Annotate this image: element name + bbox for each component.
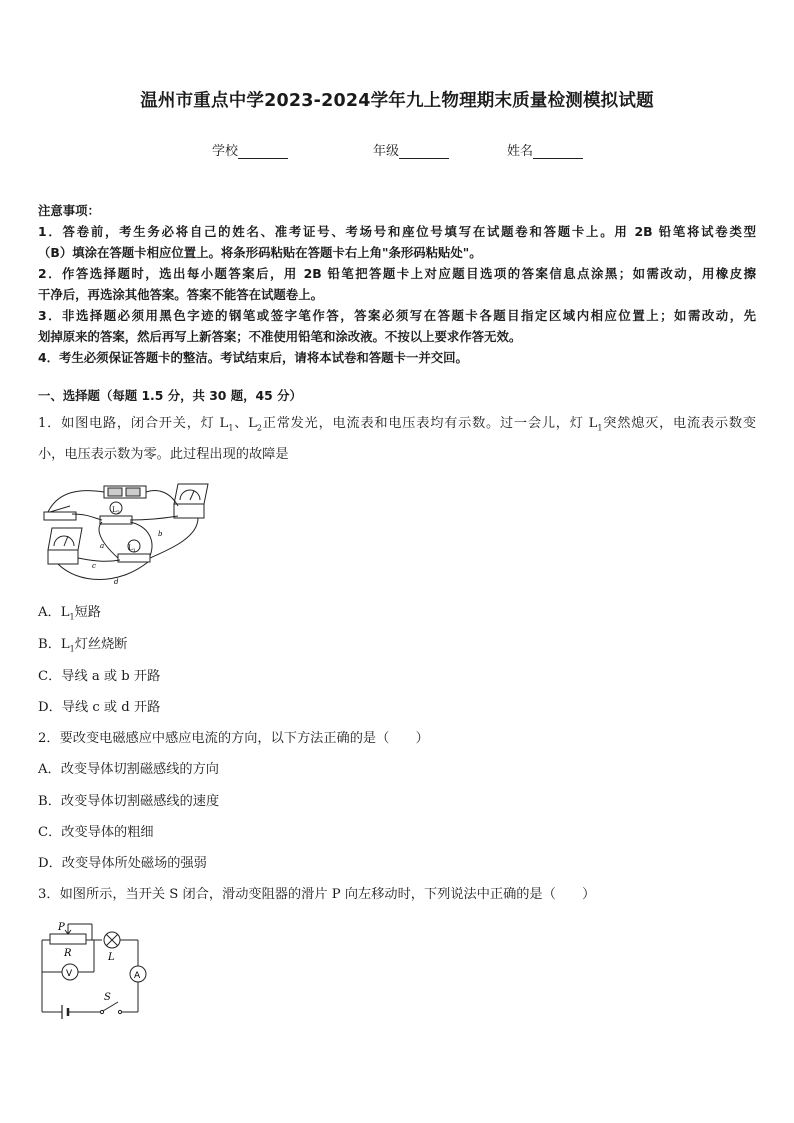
note-1-line-1: 1．答卷前，考生务必将自己的姓名、准考证号、考场号和座位号填写在试题卷和答题卡上。用 2B 铅笔将试卷类型 [38,224,756,239]
question-1-stem-line-1 [38,414,756,439]
q2-option-c[interactable]: C．改变导体的粗细 [38,825,154,840]
notes-heading: 注意事项： [38,203,100,218]
fig1-label-c: c [92,562,96,570]
fig1-label-l2: $L_2$ [112,506,120,516]
fig3-voltmeter-symbol: V [66,969,73,979]
q1-option-a-text-2: 短路 [74,605,101,620]
name-blank[interactable] [533,144,583,159]
q1-option-d[interactable]: D．导线 c 或 d 开路 [38,700,161,715]
fig1-label-a: a [100,542,105,550]
section-1-heading: 一、选择题（每题 1.5 分，共 30 题，45 分） [38,388,302,403]
q1-sub-2: 2 [256,423,262,433]
q1-option-a[interactable] [38,601,101,622]
name-label: 姓名 [507,144,534,159]
q1-stem-c: 正常发光，电流表和电压表均有示数。过一会儿，灯 L [262,416,598,431]
school-field [212,140,288,159]
q1-option-b-sub: 1 [69,644,75,654]
q1-option-a-text: A．L [38,605,70,620]
q1-sub-1: 1 [228,423,234,433]
note-2-line-2: 干净后，再选涂其他答案。答案不能答在试题卷上。 [38,287,323,302]
question-2-stem: 2．要改变电磁感应中感应电流的方向，以下方法正确的是（ ） [38,731,429,746]
fig1-label-d: d [114,578,119,586]
q1-stem-a: 1．如图电路，闭合开关，灯 L [38,416,229,431]
q2-option-d[interactable]: D．改变导体所处磁场的强弱 [38,856,207,871]
fig3-ammeter-symbol: A [134,971,141,981]
name-field [507,140,583,159]
q1-circuit-figure [38,478,218,592]
q1-option-b[interactable] [38,633,127,654]
note-1-line-2: （B）填涂在答题卡相应位置上。将条形码粘贴在答题卡右上角"条形码粘贴处"。 [38,245,482,260]
q1-stem-d: 突然熄灭，电流表示数变 [602,416,757,431]
fig3-label-l: L [108,952,115,963]
school-label: 学校 [212,144,239,159]
fig1-label-l1: $L_1$ [128,544,136,554]
note-4: 4．考生必须保证答题卡的整洁。考试结束后，请将本试卷和答题卡一并交回。 [38,350,468,365]
fig3-label-p: P [58,922,65,933]
school-blank[interactable] [238,144,288,159]
grade-blank[interactable] [399,144,449,159]
note-3-line-2: 划掉原来的答案，然后再写上新答案；不准使用铅笔和涂改液。不按以上要求作答无效。 [38,329,522,344]
grade-label: 年级 [373,144,400,159]
fig3-label-s: S [104,992,111,1003]
q1-option-b-text-2: 灯丝烧断 [74,637,128,652]
q1-option-a-sub: 1 [69,612,75,622]
note-3-line-1: 3．非选择题必须用黑色字迹的钢笔或签字笔作答，答案必须写在答题卡各题目指定区域内相应位置上；如需改动，先 [38,308,756,323]
q1-sub-3: 1 [597,423,603,433]
exam-title: 温州市重点中学2023-2024学年九上物理期末质量检测模拟试题 [140,91,654,111]
q1-stem-b: 、L [233,416,257,431]
note-2-line-1: 2．作答选择题时，选出每小题答案后，用 2B 铅笔把答题卡上对应题目选项的答案信息点涂黑；如需改动，用橡皮擦 [38,266,756,281]
q1-option-b-text: B．L [38,637,70,652]
q3-circuit-figure [38,916,158,1028]
question-3-stem: 3．如图所示，当开关 S 闭合，滑动变阻器的滑片 P 向左移动时，下列说法中正确的是（ ） [38,887,596,902]
question-1-stem-line-2: 小，电压表示数为零。此过程出现的故障是 [38,447,289,462]
q1-option-c[interactable]: C．导线 a 或 b 开路 [38,669,161,684]
grade-field [373,140,449,159]
q2-option-a[interactable]: A．改变导体切割磁感线的方向 [38,762,219,777]
q2-option-b[interactable]: B．改变导体切割磁感线的速度 [38,794,220,809]
fig3-label-r: R [64,948,72,959]
fig1-label-b: b [158,530,163,538]
